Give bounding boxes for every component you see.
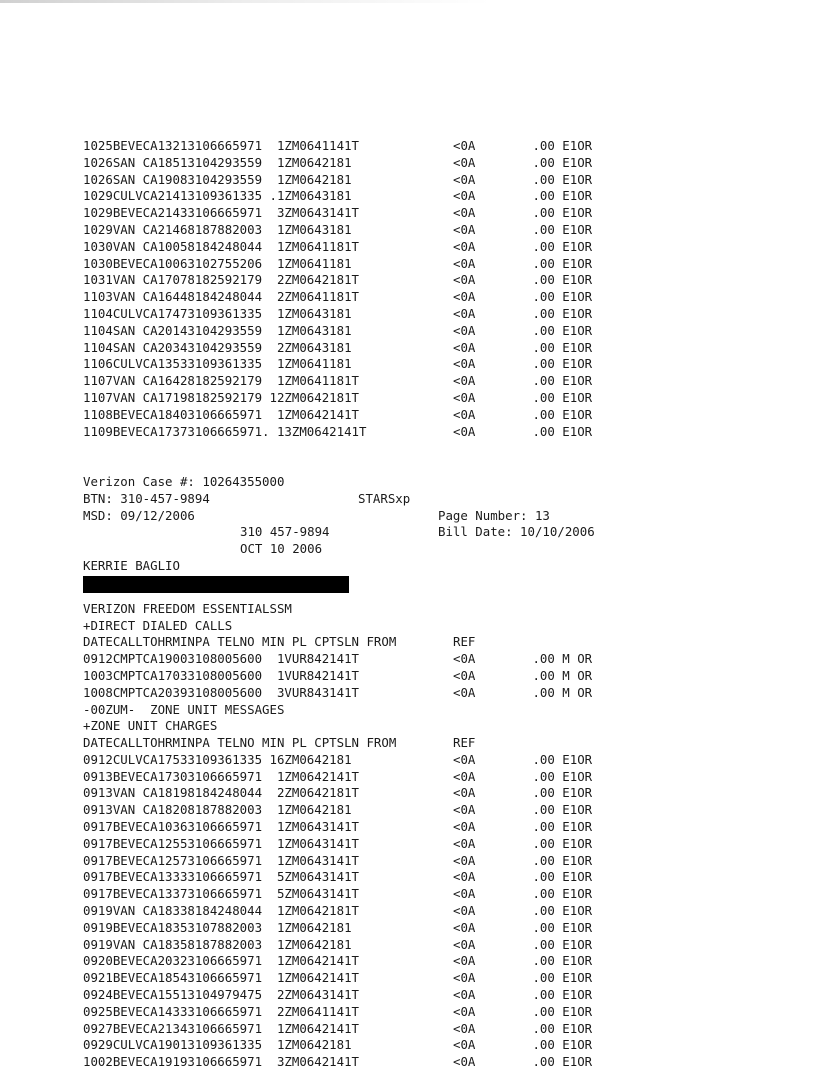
call-row: 0919VAN CA18358187882003 1ZM0642181 <0A .00 E1OR — [83, 936, 593, 952]
center-phone: 310 457-9894 — [240, 524, 330, 540]
call-row: 1107VAN CA17198182592179 12ZM0642181T <0A .00 E1OR — [83, 389, 593, 405]
call-row: 0917BEVECA13333106665971 5ZM0643141T <0A .00 E1OR — [83, 869, 593, 885]
call-row: 1025BEVECA13213106665971 1ZM0641141T <0A .00 E1OR — [83, 138, 593, 153]
center-date: OCT 10 2006 — [240, 541, 323, 557]
bill-date: Bill Date: 10/10/2006 — [438, 524, 595, 540]
call-row: 0929CULVCA19013109361335 1ZM0642181 <0A .00 E1OR — [83, 1037, 593, 1053]
direct-dialed-section — [83, 618, 803, 719]
call-row: 1106CULVCA13533109361335 1ZM0641181 <0A .00 E1OR — [83, 356, 593, 372]
redaction-bar — [83, 576, 349, 593]
call-row: 1104SAN CA20143104293559 1ZM0643181 <0A .00 E1OR — [83, 322, 593, 338]
call-row: 0927BEVECA21343106665971 1ZM0642141T <0A .00 E1OR — [83, 1020, 593, 1036]
call-row: 1108BEVECA18403106665971 1ZM0642141T <0A .00 E1OR — [83, 406, 593, 422]
call-row: 0925BEVECA14333106665971 2ZM0641141T <0A .00 E1OR — [83, 1003, 593, 1019]
spacer — [83, 593, 803, 601]
call-row: 0913BEVECA17303106665971 1ZM0642141T <0A .00 E1OR — [83, 768, 593, 784]
system-name: STARSxp — [358, 490, 411, 506]
bill-page — [83, 138, 803, 1071]
call-row: 1029CULVCA21413109361335 .1ZM0643181 <0A .00 E1OR — [83, 188, 593, 204]
call-row: 0919BEVECA18353107882003 1ZM0642181 <0A .00 E1OR — [83, 919, 593, 935]
call-row: 1030VAN CA10058184248044 1ZM0641181T <0A .00 E1OR — [83, 238, 593, 254]
call-row: 0917BEVECA10363106665971 1ZM0643141T <0A .00 E1OR — [83, 819, 593, 835]
column-header: DATECALLTOHRMINPA TELNO MIN PL CPTSLN FROM REF — [83, 634, 476, 650]
call-row: 0924BEVECA15513104979475 2ZM0643141T <0A .00 E1OR — [83, 987, 593, 1003]
call-row: 1104CULVCA17473109361335 1ZM0643181 <0A .00 E1OR — [83, 305, 593, 321]
section-title: +DIRECT DIALED CALLS — [83, 617, 233, 633]
call-row: 0917BEVECA13373106665971 5ZM0643141T <0A .00 E1OR — [83, 886, 593, 902]
call-row: 0919VAN CA18338184248044 1ZM0642181T <0A .00 E1OR — [83, 903, 593, 919]
scan-edge — [0, 0, 817, 3]
call-row: 1103VAN CA16448184248044 2ZM0641181T <0A .00 E1OR — [83, 289, 593, 305]
call-row: 0917BEVECA12573106665971 1ZM0643141T <0A .00 E1OR — [83, 852, 593, 868]
call-row: 1030BEVECA10063102755206 1ZM0641181 <0A .00 E1OR — [83, 255, 593, 271]
zone-unit-section — [83, 718, 803, 1071]
section-footer: -00ZUM- ZONE UNIT MESSAGES — [83, 701, 285, 717]
customer-name: KERRIE BAGLIO — [83, 557, 180, 573]
case-number: Verizon Case #: 10264355000 — [83, 473, 285, 489]
spacer — [83, 440, 803, 457]
call-row: 0920BEVECA20323106665971 1ZM0642141T <0A .00 E1OR — [83, 953, 593, 969]
call-row: 0913VAN CA18208187882003 1ZM0642181 <0A .00 E1OR — [83, 802, 593, 818]
call-row: 1008CMPTCA20393108005600 3VUR843141T <0A .00 M OR — [83, 684, 593, 700]
call-row: 1029BEVECA21433106665971 3ZM0643141T <0A .00 E1OR — [83, 205, 593, 221]
page-number: Page Number: 13 — [438, 507, 550, 523]
call-row: 1029VAN CA21468187882003 1ZM0643181 <0A .00 E1OR — [83, 221, 593, 237]
call-row: 1026SAN CA19083104293559 1ZM0642181 <0A .00 E1OR — [83, 171, 593, 187]
call-row: 0921BEVECA18543106665971 1ZM0642141T <0A .00 E1OR — [83, 970, 593, 986]
call-row: 0912CULVCA17533109361335 16ZM0642181 <0A .00 E1OR — [83, 751, 593, 767]
column-header: DATECALLTOHRMINPA TELNO MIN PL CPTSLN FROM REF — [83, 735, 476, 751]
msd-date: MSD: 09/12/2006 — [83, 507, 195, 523]
call-row: 1107VAN CA16428182592179 1ZM0641181T <0A .00 E1OR — [83, 373, 593, 389]
top-call-list — [83, 138, 803, 440]
redacted-address — [83, 575, 803, 593]
btn-number: BTN: 310-457-9894 — [83, 490, 210, 506]
call-row: 1109BEVECA17373106665971. 13ZM0642141T <0A .00 E1OR — [83, 423, 593, 439]
call-row: 0912CMPTCA19003108005600 1VUR842141T <0A .00 M OR — [83, 651, 593, 667]
section-title: +ZONE UNIT CHARGES — [83, 718, 218, 734]
call-row: 0913VAN CA18198184248044 2ZM0642181T <0A .00 E1OR — [83, 785, 593, 801]
call-row: 1002BEVECA19193106665971 3ZM0642141T <0A .00 E1OR — [83, 1054, 593, 1070]
call-row: 1003CMPTCA17033108005600 1VUR842141T <0A .00 M OR — [83, 667, 593, 683]
page-header — [83, 457, 803, 540]
plan-name: VERIZON FREEDOM ESSENTIALSSM — [83, 600, 292, 616]
call-row: 1026SAN CA18513104293559 1ZM0642181 <0A .00 E1OR — [83, 154, 593, 170]
call-row: 1104SAN CA20343104293559 2ZM0643181 <0A .00 E1OR — [83, 339, 593, 355]
call-row: 1031VAN CA17078182592179 2ZM0642181T <0A .00 E1OR — [83, 272, 593, 288]
call-row: 0917BEVECA12553106665971 1ZM0643141T <0A .00 E1OR — [83, 835, 593, 851]
